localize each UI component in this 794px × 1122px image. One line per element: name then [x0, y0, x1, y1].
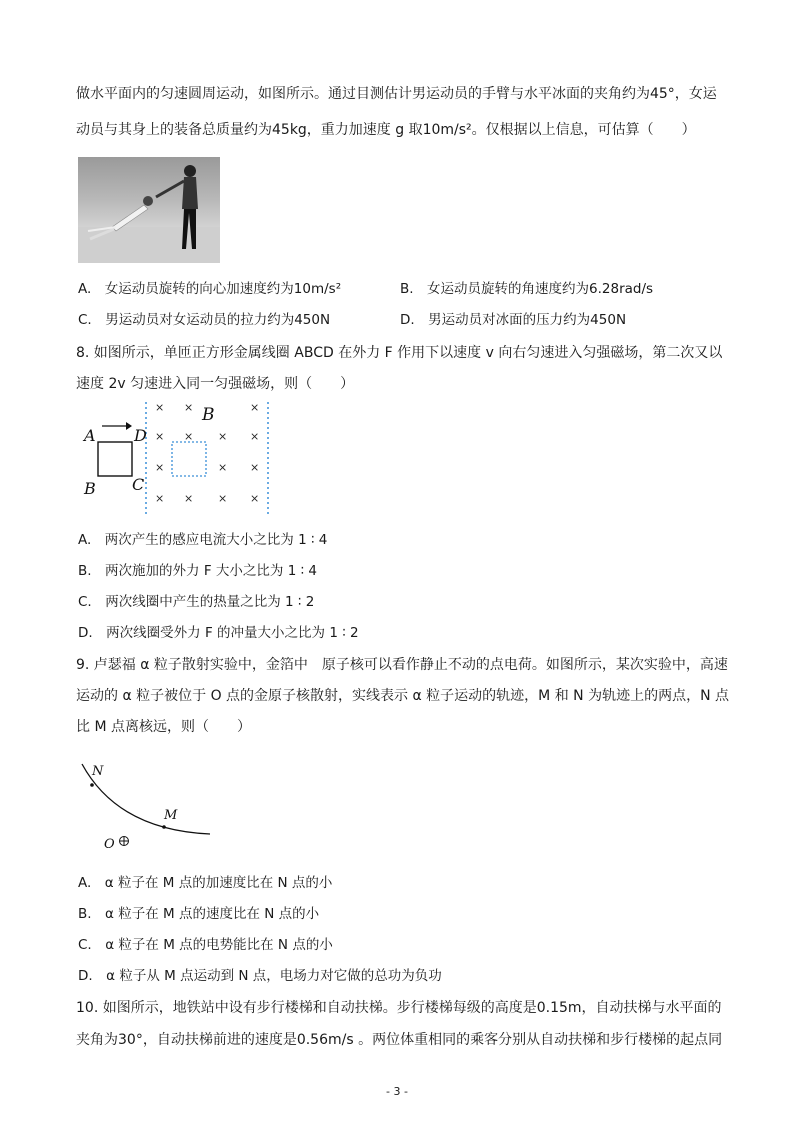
q9-option-a: A. α 粒子在 M 点的加速度比在 N 点的小: [78, 875, 333, 891]
label-field-b: B: [202, 405, 215, 425]
q8-option-a: A. 两次产生的感应电流大小之比为 1 ∶ 4: [78, 532, 328, 548]
svg-text:×: ×: [155, 461, 165, 474]
svg-text:×: ×: [250, 430, 260, 443]
svg-text:×: ×: [184, 492, 194, 505]
svg-text:×: ×: [155, 401, 165, 414]
label-m: M: [164, 808, 178, 823]
svg-text:×: ×: [184, 430, 194, 443]
q10-stem-line-1: 10. 如图所示，地铁站中设有步行楼梯和自动扶梯。步行楼梯每级的高度是0.15m，自动扶梯与水平面的: [76, 1000, 722, 1016]
intro-line-2: 动员与其身上的装备总质量约为45kg，重力加速度 g 取10m/s²。仅根据以上信息，可估算（ ）: [76, 122, 696, 138]
q9-option-d: D. α 粒子从 M 点运动到 N 点，电场力对它做的总功为负功: [78, 968, 442, 984]
q9-stem-line-1: 9. 卢瑟福 α 粒子散射实验中，金箔中 原子核可以看作静止不动的点电荷。如图所示，某次实验中，高速: [76, 657, 728, 673]
q7-option-b: B. 女运动员旋转的角速度约为6.28rad/s: [400, 281, 654, 297]
q8-option-b: B. 两次施加的外力 F 大小之比为 1 ∶ 4: [78, 563, 317, 579]
q8-stem-line-1: 8. 如图所示，单匝正方形金属线圈 ABCD 在外力 F 作用下以速度 v 向右匀速进入匀强磁场，第二次又以: [76, 345, 723, 361]
label-b: B: [84, 479, 96, 498]
svg-text:×: ×: [250, 461, 260, 474]
svg-text:×: ×: [155, 430, 165, 443]
label-a: A: [84, 426, 96, 445]
q9-scattering-figure: [78, 760, 228, 860]
q7-option-a: A. 女运动员旋转的向心加速度约为10m/s²: [78, 281, 342, 297]
q8-coil-inside-field: [172, 442, 206, 476]
svg-text:×: ×: [218, 461, 228, 474]
svg-text:×: ×: [155, 492, 165, 505]
label-o: O: [104, 837, 115, 852]
q9-stem-line-3: 比 M 点离核远，则（ ）: [76, 719, 251, 735]
skaters-illustration: [78, 157, 220, 263]
svg-text:×: ×: [250, 401, 260, 414]
svg-text:×: ×: [250, 492, 260, 505]
q7-option-d: D. 男运动员对冰面的压力约为450N: [400, 312, 627, 328]
q9-stem-line-2: 运动的 α 粒子被位于 O 点的金原子核散射，实线表示 α 粒子运动的轨迹，M 和 N 为轨迹上的两点，N 点: [76, 688, 730, 704]
q8-option-d: D. 两次线圈受外力 F 的冲量大小之比为 1 ∶ 2: [78, 625, 359, 641]
q8-stem-line-2: 速度 2v 匀速进入同一匀强磁场，则（ ）: [76, 376, 355, 392]
svg-text:×: ×: [184, 401, 194, 414]
q8-coil-abcd: [98, 442, 132, 476]
intro-line-1: 做水平面内的匀速圆周运动，如图所示。通过目测估计男运动员的手臂与水平冰面的夹角约为45°，女运: [76, 86, 717, 102]
q9-option-b: B. α 粒子在 M 点的速度比在 N 点的小: [78, 906, 320, 922]
label-c: C: [132, 475, 145, 494]
svg-text:×: ×: [218, 492, 228, 505]
q9-option-c: C. α 粒子在 M 点的电势能比在 N 点的小: [78, 937, 333, 953]
q10-stem-line-2: 夹角为30°，自动扶梯前进的速度是0.56m/s 。两位体重相同的乘客分别从自动扶梯和步行楼梯的起点同: [76, 1032, 723, 1048]
q8-option-c: C. 两次线圈中产生的热量之比为 1 ∶ 2: [78, 594, 315, 610]
label-d: D: [134, 426, 147, 445]
point-m: [162, 825, 166, 829]
q7-option-c: C. 男运动员对女运动员的拉力约为450N: [78, 312, 331, 328]
q8-magnetic-field-figure: [78, 398, 278, 518]
page-number: - 3 -: [386, 1085, 408, 1098]
label-n: N: [92, 764, 104, 779]
skaters-photo: [78, 157, 220, 263]
point-n: [90, 783, 94, 787]
svg-text:×: ×: [218, 430, 228, 443]
